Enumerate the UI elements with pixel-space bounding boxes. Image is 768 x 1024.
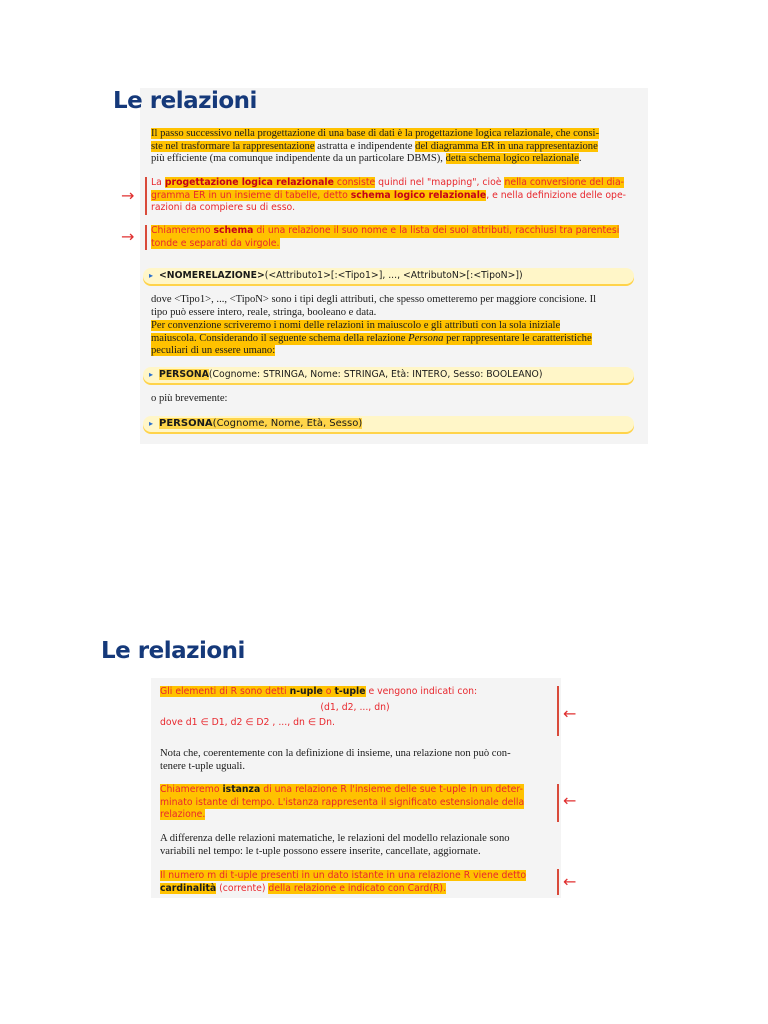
- section1-paragraph-1: Il passo successivo nella progettazione di una base di dati è la progettazione logica relazionale, che consi- ste nel trasformare la rappresentazione astratta e indipendente del diagramma ER in una rappresentazione più efficiente (ma comunque indipendente da un particolare DBMS), detta schema logico relazionale.: [151, 128, 599, 164]
- bullet-icon: ▸: [149, 370, 154, 379]
- section1-paragraph-3: Chiameremo schema di una relazione il suo nome e la lista dei suoi attributi, racchiusi tra parentesi tonde e separati da virgole.: [151, 225, 620, 249]
- right-arrow-icon: →: [121, 186, 135, 205]
- section2-paragraph-4: A differenza delle relazioni matematiche, le relazioni del modello relazionale sono variabili nel tempo: le t-uple possono essere inserite, cancellate, aggiornate.: [160, 833, 510, 857]
- margin-bar: [557, 869, 559, 895]
- section2-paragraph-5: Il numero m di t-uple presenti in un dato istante in una relazione R viene detto cardinalità (corrente) della relazione e indicato con Card(R).: [160, 870, 527, 894]
- right-arrow-icon: →: [121, 227, 135, 246]
- bullet-icon: ▸: [149, 271, 154, 280]
- margin-bar: [145, 177, 147, 215]
- section1-paragraph-4: dove <Tipo1>, ..., <TipoN> sono i tipi degli attributi, che spesso ometteremo per maggiore concisione. Il tipo può essere intero, reale, stringa, booleano e data.: [151, 294, 597, 318]
- section2-paragraph-1: Gli elementi di R sono detti n-uple o t-uple e vengono indicati con: (d1, d2, ..., dn) dove d1 ∈ D1, d2 ∈ D2 , ..., dn ∈ Dn.: [160, 686, 478, 728]
- section1-paragraph-2: La progettazione logica relazionale consiste quindi nel "mapping", cioè nella conversione del dia- gramma ER in un insieme di tabelle, detto schema logico relazionale, e nella definizione delle ope- razioni da compiere su di esso.: [151, 177, 627, 213]
- left-arrow-icon: ←: [563, 791, 577, 810]
- margin-bar: [145, 225, 147, 250]
- left-arrow-icon: ←: [563, 704, 577, 723]
- section1-paragraph-6: o più brevemente:: [151, 393, 228, 404]
- margin-bar: [557, 784, 559, 822]
- section1-paragraph-5: Per convenzione scriveremo i nomi delle relazioni in maiuscolo e gli attributi con la sola iniziale maiuscola. Considerando il seguente schema della relazione Persona per rappresentare le caratteristiche peculiari di un essere umano:: [151, 320, 592, 356]
- section2-paragraph-2: Nota che, coerentemente con la definizione di insieme, una relazione non può con- tenere t-uple uguali.: [160, 748, 511, 772]
- bullet-icon: ▸: [149, 419, 154, 428]
- persona-schema-box: ▸ PERSONA(Cognome: STRINGA, Nome: STRINGA, Età: INTERO, Sesso: BOOLEANO): [143, 367, 634, 383]
- left-arrow-icon: ←: [563, 872, 577, 891]
- section2-title: Le relazioni: [101, 638, 245, 664]
- section2-paragraph-3: Chiameremo istanza di una relazione R l'insieme delle sue t-uple in un deter- minato istante di tempo. L'istanza rappresenta il significato estensionale della relazione.: [160, 784, 525, 820]
- margin-bar: [557, 686, 559, 736]
- persona-short-schema-box: ▸ PERSONA(Cognome, Nome, Età, Sesso): [143, 416, 634, 432]
- section1-title: Le relazioni: [113, 88, 257, 114]
- schema-syntax-box: ▸ <NOMERELAZIONE>(<Attributo1>[:<Tipo1>], ..., <AttributoN>[:<TipoN>]): [143, 268, 634, 284]
